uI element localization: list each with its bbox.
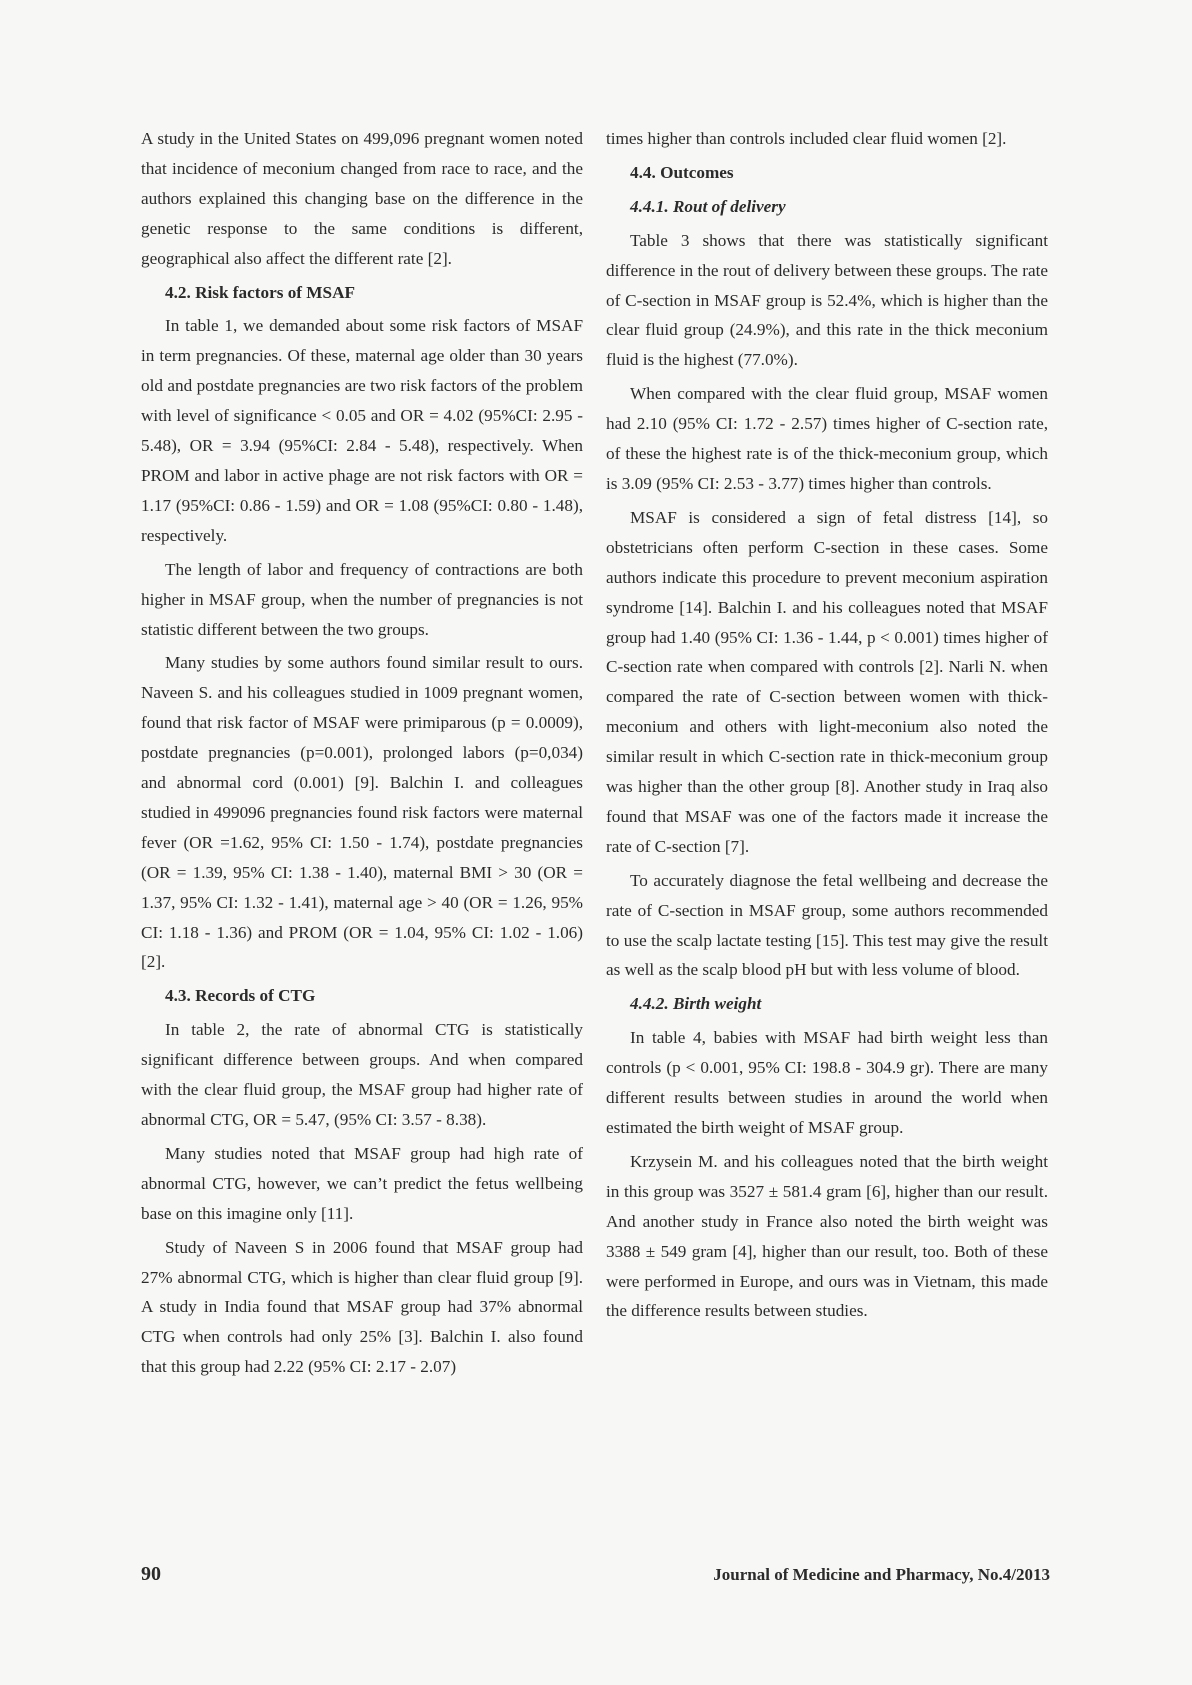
left-column [141,124,583,1386]
paragraph-scalp-lactate: To accurately diagnose the fetal wellbeing and decrease the rate of C-section in MSAF group, some authors recommended to use the scalp lactate testing [15]. This test may give the result as well as the scalp blood pH but with less volume of blood. [606,870,1048,980]
paragraph-naveen-study: Study of Naveen S in 2006 found that MSAF group had 27% abnormal CTG, which is higher than clear fluid group [9]. A study in India found that MSAF group had 37% abnormal CTG when controls had only 25% [3]. Balchin I. also found that this group had 2.22 (95% CI: 2.17 - 2.07) [141,1237,583,1377]
paragraph-table3-delivery: Table 3 shows that there was statistically significant difference in the rout of delivery between these groups. The rate of C-section in MSAF group is 52.4%, which is higher than the clear fluid group (24.9%), and this rate in the thick meconium fluid is the highest (77.0%). [606,230,1048,370]
paragraph-csection-rate: When compared with the clear fluid group, MSAF women had 2.10 (95% CI: 1.72 - 2.57) times higher of C-section rate, of these the highest rate is of the thick-meconium group, which is 3.09 (95% CI: 2.53 - 3.77) times higher than controls. [606,384,1048,493]
paragraph-labor-length: The length of labor and frequency of contractions are both higher in MSAF group, when the number of pregnancies is not statistic different between the two groups. [141,559,583,639]
subsection-heading-birth-weight: 4.4.2. Birth weight [630,994,762,1014]
section-heading-ctg: 4.3. Records of CTG [165,986,316,1006]
section-heading-risk-factors: 4.2. Risk factors of MSAF [165,282,355,302]
section-heading-outcomes: 4.4. Outcomes [630,162,734,182]
paragraph-fetal-distress: MSAF is considered a sign of fetal distress [14], so obstetricians often perform C-section in these cases. Some authors indicate this procedure to prevent meconium aspiration syndrome [14]. Balchin I. and his colleagues noted that MSAF group had 1.40 (95% CI: 1.36 - 1.44, p < 0.001) times higher of C-section rate when compared with controls [2]. Narli N. when compared the rate of C-section between women with thick-meconium and others with light-meconium also noted the similar result in which C-section rate in thick-meconium group was higher than the other group [8]. Another study in Iraq also found that MSAF was one of the factors made it increase the rate of C-section [7]. [606,507,1048,856]
paragraph-europe-comparison: Krzysein M. and his colleagues noted that the birth weight in this group was 3527 ± 581.4 gram [6], higher than our result. And another study in France also noted the birth weight was 3388 ± 549 gram [4], higher than our result, too. Both of these were performed in Europe, and ours was in Vietnam, this made the difference results between studies. [606,1151,1048,1321]
paragraph-table4-birth-weight: In table 4, babies with MSAF had birth weight less than controls (p < 0.001, 95% CI: 198.8 - 304.9 gr). There are many different results between studies in around the world when estimated the birth weight of MSAF group. [606,1028,1048,1137]
subsection-heading-rout-of-delivery: 4.4.1. Rout of delivery [630,196,786,216]
journal-footer: Journal of Medicine and Pharmacy, No.4/2013 [713,1565,1050,1584]
page-number: 90 [141,1563,161,1585]
paragraph-abnormal-ctg: Many studies noted that MSAF group had high rate of abnormal CTG, however, we can’t predict the fetus wellbeing base on this imagine only [11]. [141,1143,583,1223]
right-column [606,124,1048,1330]
paragraph-continuation: times higher than controls included clear fluid women [2]. [606,129,1007,148]
paragraph-genetic-difference: A study in the United States on 499,096 pregnant women noted that incidence of meconium changed from race to race, and the authors explained this changing base on the difference in the genetic response to the same conditions is different, geographical also affect the different rate [2]. [141,129,583,268]
paragraph-table1-risk-factors: In table 1, we demanded about some risk factors of MSAF in term pregnancies. Of these, maternal age older than 30 years old and postdate pregnancies are two risk factors of the problem with level of significance < 0.05 and OR = 4.02 (95%CI: 2.95 - 5.48), OR = 3.94 (95%CI: 2.84 - 5.48), respectively. When PROM and labor in active phage are not risk factors with OR = 1.17 (95%CI: 0.86 - 1.59) and OR = 1.08 (95%CI: 0.80 - 1.48), respectively. [141,316,583,545]
paragraph-table2-ctg: In table 2, the rate of abnormal CTG is statistically significant difference between groups. And when compared with the clear fluid group, the MSAF group had higher rate of abnormal CTG, OR = 5.47, (95% CI: 3.57 - 8.38). [141,1020,583,1129]
paragraph-similar-studies: Many studies by some authors found similar result to ours. Naveen S. and his colleagues studied in 1009 pregnant women, found that risk factor of MSAF were primiparous (p = 0.0009), postdate pregnancies (p=0.001), prolonged labors (p=0,034) and abnormal cord (0.001) [9]. Balchin I. and colleagues studied in 499096 pregnancies found risk factors were maternal fever (OR =1.62, 95% CI: 1.50 - 1.74), postdate pregnancies (OR = 1.39, 95% CI: 1.38 - 1.40), maternal BMI > 30 (OR = 1.37, 95% CI: 1.32 - 1.41), maternal age > 40 (OR = 1.26, 95% CI: 1.18 - 1.36) and PROM (OR = 1.04, 95% CI: 1.02 - 1.06) [2]. [141,653,583,972]
